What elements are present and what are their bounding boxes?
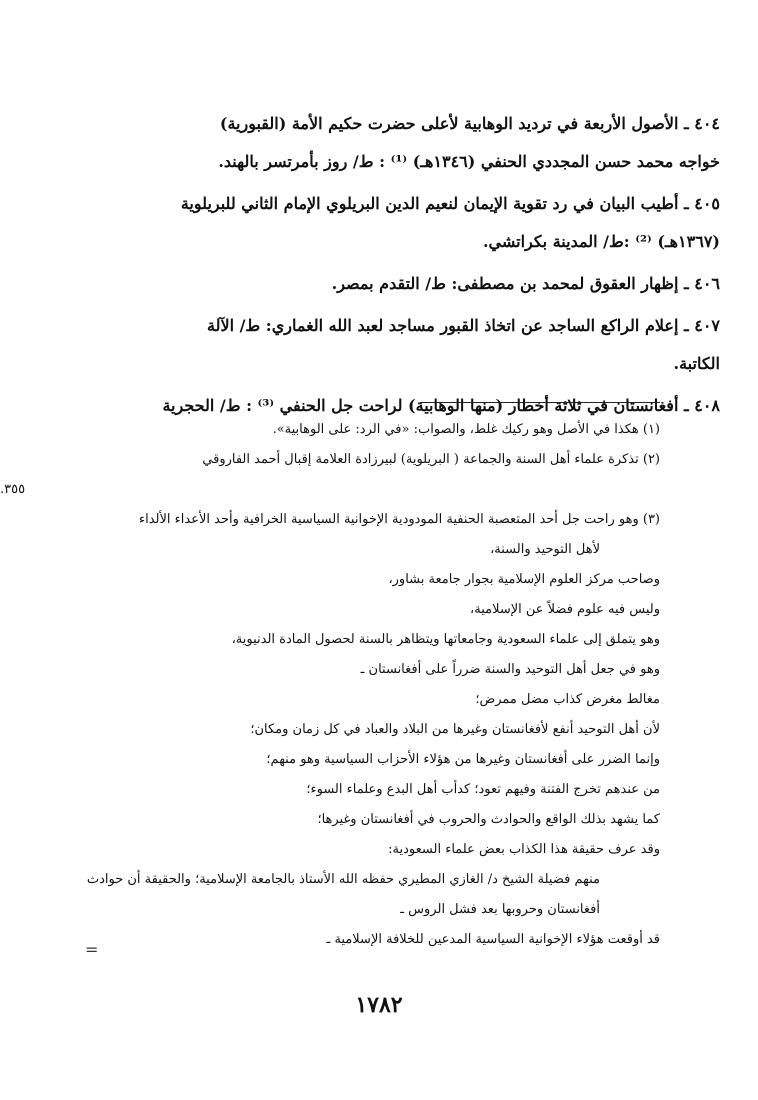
footnote-3-line1: (٣) وهو راحت جل أحد المتعصبة الحنفية المودودية الإخوانية السياسية الخرافية وأحد الأعداء الألداء: [138, 512, 660, 527]
entry-408-note-ref: ⁽³⁾ : ط/ الحجرية: [162, 396, 275, 415]
footnote-3-line: وقد عرف حقيقة هذا الكذاب بعض علماء السعودية:: [388, 842, 660, 857]
footnote-2-line1: (٢) تذكرة علماء أهل السنة والجماعة ( البريلوية) لبيرزادة العلامة إقبال أحمد الفاروقي: [202, 452, 660, 467]
footnote-3-line: وإنما الضرر على أفغانستان وغيرها من هؤلاء الأحزاب السياسية وهو منهم؛: [266, 752, 660, 767]
footnote-1-text: (١) هكذا في الأصل وهو ركيك غلط، والصواب: «في الرد: على الوهابية».: [272, 422, 660, 437]
entry-405-line2: (١٣٦٧هـ): [657, 232, 720, 251]
entry-407-line1: ٤٠٧ ـ إعلام الراكع الساجد عن اتخاذ القبور مساجد لعبد الله الغماري: ط/ الآلة: [206, 316, 720, 335]
entry-404-line1: ٤٠٤ ـ الأصول الأربعة في ترديد الوهابية لأعلى حضرت حكيم الأمة (القبورية): [219, 114, 720, 133]
footnote-3-line: وهو في جعل أهل التوحيد والسنة ضرراً على أفغانستان ـ: [360, 662, 660, 677]
entry-407: [60, 307, 720, 383]
footnote-3-lines: [58, 565, 660, 865]
margin-mark: =: [85, 940, 99, 959]
entry-406-line1: ٤٠٦ ـ إظهار العقوق لمحمد بن مصطفى: ط/ التقدم بمصر.: [331, 274, 720, 293]
entry-407-line2: الكاتبة.: [673, 354, 720, 373]
footnote-1: [58, 415, 660, 445]
footnote-3-long1: منهم فضيلة الشيخ د/ الغازي المطيري حفظه الله الأستاذ بالجامعة الإسلامية؛ والحقيقة أن حوادث: [86, 872, 600, 887]
footnote-2-line2: ٣٥٥.: [0, 482, 26, 497]
footnote-3-line2: لأهل التوحيد والسنة،: [490, 542, 600, 557]
footnote-3-line: من عندهم تخرج الفتنة وفيهم تعود؛ كدأب أهل البدع وعلماء السوء؛: [306, 782, 660, 797]
footnote-3-line: وهو يتملق إلى علماء السعودية وجامعاتها ويتظاهر بالسنة لحصول المادة الدنيوية،: [231, 632, 660, 647]
footnote-3-line: وصاحب مركز العلوم الإسلامية بجوار جامعة بشاور،: [388, 572, 660, 587]
entry-408-line1: ٤٠٨ ـ أفغانستان في ثلاثة أخطار (منها الوهابية) لراحت جل الحنفي: [279, 396, 720, 415]
footnote-3-line: وليس فيه علوم فضلاً عن الإسلامية،: [470, 602, 660, 617]
entry-405-line1: ٤٠٥ ـ أطيب البيان في رد تقوية الإيمان لنعيم الدين البريلوي الإمام الثاني للبريلوية: [180, 194, 720, 213]
bibliography-entries: [60, 105, 720, 429]
footnote-3-line: كما يشهد بذلك الواقع والحوادث والحروب في أفغانستان وغيرها؛: [317, 812, 660, 827]
entry-404-line2: خواجه محمد حسن المجددي الحنفي (١٣٤٦هـ): [412, 152, 720, 171]
footnotes: [0, 415, 660, 955]
footnote-2: [0, 445, 660, 505]
footnote-divider: [420, 402, 660, 403]
entry-405-note-ref: ⁽²⁾ :ط/ المدينة بكراتشي.: [482, 232, 652, 251]
footnote-3-long2: أفغانستان وحروبها بعد فشل الروس ـ: [400, 902, 600, 917]
entry-404: [60, 105, 720, 181]
entry-405: [60, 185, 720, 261]
entry-406: [60, 265, 720, 303]
footnote-3: [58, 505, 660, 955]
page-number: ١٧٨٢: [355, 992, 403, 1018]
footnote-3-line: لأن أهل التوحيد أنفع لأفغانستان وغيرها من البلاد والعباد في كل زمان ومكان؛: [250, 722, 660, 737]
entry-404-note-ref: ⁽¹⁾ : ط/ روز بأمرتسر بالهند.: [218, 152, 408, 171]
footnote-3-last: قد أوقعت هؤلاء الإخوانية السياسية المدعين للخلافة الإسلامية ـ: [326, 932, 660, 947]
footnote-3-line: مغالط مغرض كذاب مضل ممرض؛: [475, 692, 660, 707]
